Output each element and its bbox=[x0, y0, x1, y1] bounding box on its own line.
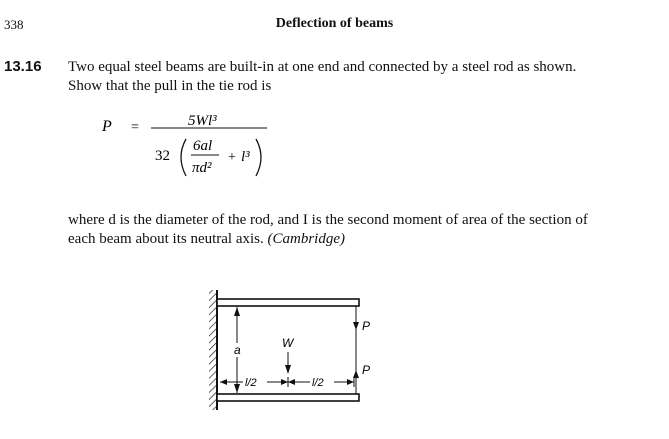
dimension-a bbox=[231, 307, 243, 393]
label-a: a bbox=[234, 343, 241, 357]
label-W: W bbox=[282, 336, 294, 350]
upper-beam bbox=[217, 299, 359, 306]
arrow-up-icon bbox=[234, 307, 240, 316]
formula-inner-term: l³ bbox=[241, 149, 250, 165]
source-citation: (Cambridge) bbox=[267, 231, 346, 247]
statement-line-2: Show that the pull in the tie rod is bbox=[68, 78, 272, 94]
arrow-left-icon bbox=[288, 379, 295, 385]
formula-inner-numerator: 6al bbox=[193, 138, 213, 154]
formula-equals: = bbox=[131, 120, 139, 135]
arrow-up-icon bbox=[353, 370, 359, 378]
label-l-half-2: l/2 bbox=[312, 377, 324, 389]
formula-plus: + bbox=[228, 150, 236, 165]
formula-coefficient: 32 bbox=[155, 148, 170, 164]
dimension-l bbox=[220, 376, 354, 389]
arrow-down-icon bbox=[285, 365, 291, 374]
lower-beam bbox=[217, 394, 359, 401]
arrow-down-icon bbox=[353, 322, 359, 330]
page-number: 338 bbox=[4, 17, 24, 32]
wall-hatching bbox=[209, 290, 217, 410]
arrow-down-icon bbox=[234, 384, 240, 393]
problem-number: 13.16 bbox=[4, 58, 42, 75]
load-W bbox=[282, 336, 295, 374]
label-P-bottom: P bbox=[362, 363, 371, 377]
running-title: Deflection of beams bbox=[275, 16, 394, 31]
arrow-right-icon bbox=[281, 379, 288, 385]
formula-inner-denominator: πd² bbox=[192, 160, 212, 176]
explanation-text: each beam about its neutral axis. bbox=[68, 231, 264, 247]
label-l-half-1: l/2 bbox=[245, 377, 257, 389]
arrow-right-icon bbox=[347, 379, 354, 385]
explanation-line-1: where d is the diameter of the rod, and I is the second moment of area of the section of bbox=[68, 212, 588, 228]
label-P-top: P bbox=[362, 319, 371, 333]
statement-line-1: Two equal steel beams are built-in at one end and connected by a steel rod as shown. bbox=[68, 59, 577, 75]
formula-lhs: P bbox=[102, 118, 112, 135]
formula-numerator: 5Wl³ bbox=[188, 113, 217, 129]
wall bbox=[209, 290, 217, 410]
arrow-left-icon bbox=[220, 379, 227, 385]
